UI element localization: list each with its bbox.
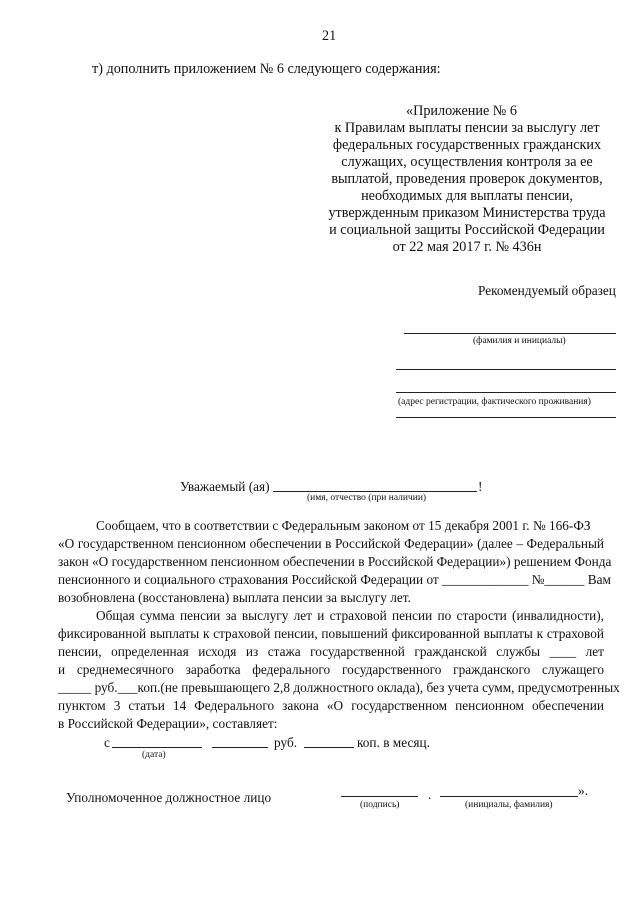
kop-label: коп. в месяц. (357, 735, 430, 750)
date-underline (112, 747, 202, 748)
intro-line: т) дополнить приложением № 6 следующего содержания: (92, 61, 441, 77)
paragraph-2-line-5: _____ руб.___коп.(не превышающего 2,8 должностного оклада), без учета сумм, предусмотренных (58, 680, 620, 695)
appendix-line: необходимых для выплаты пенсии, (361, 188, 573, 204)
address-underline-1 (396, 369, 616, 370)
address-underline-2 (396, 392, 616, 393)
initials-underline (440, 796, 578, 797)
appendix-line: и социальной защиты Российской Федерации (329, 222, 605, 238)
appendix-line: от 22 мая 2017 г. № 436н (392, 239, 542, 255)
appendix-line: «Приложение № 6 (406, 103, 517, 119)
paragraph-2-line-7: в Российской Федерации», составляет: (58, 716, 278, 731)
appendix-line: федеральных государственных гражданских (332, 137, 602, 153)
amount-prefix: с (104, 735, 110, 750)
paragraph-2-line-2: фиксированной выплаты к страховой пенсии, повышений фиксированной выплаты к страховой (58, 626, 604, 641)
paragraph-1-line-5: возобновлена (восстановлена) выплата пенсии за выслугу лет. (58, 590, 411, 605)
paragraph-1-line-4: пенсионного и социального страхования Российской Федерации от _____________ №______ Вам (58, 572, 611, 587)
recommended-sample-label: Рекомендуемый образец (478, 283, 616, 298)
closing-quote: ». (578, 783, 588, 798)
appendix-line: выплатой, проведения проверок документов, (331, 171, 603, 187)
address-caption: (адрес регистрации, фактического проживания) (398, 397, 591, 407)
initials-surname-caption: (инициалы, фамилия) (465, 800, 553, 810)
kop-underline (304, 747, 354, 748)
separator-dot: . (428, 787, 432, 802)
appendix-line: утвержденным приказом Министерства труда (328, 205, 606, 221)
greeting-exclamation: ! (478, 479, 483, 494)
page-number: 21 (322, 28, 337, 44)
appendix-line: к Правилам выплаты пенсии за выслугу лет (334, 120, 600, 136)
name-initials-caption: (фамилия и инициалы) (473, 336, 566, 346)
date-caption: (дата) (142, 750, 166, 760)
rub-underline (212, 747, 268, 748)
paragraph-1-line-1: Сообщаем, что в соответствии с Федеральным законом от 15 декабря 2001 г. № 166-ФЗ (96, 518, 591, 533)
name-underline (404, 333, 616, 334)
appendix-line: служащих, осуществления контроля за ее (341, 154, 593, 170)
paragraph-1-line-2: «О государственном пенсионном обеспечении в Российской Федерации» (далее – Федеральный (58, 536, 604, 551)
signature-underline (341, 796, 418, 797)
paragraph-2-line-4: и среднемесячного заработка федерального государственного гражданского служащего (58, 662, 604, 677)
paragraph-2-line-1: Общая сумма пенсии за выслугу лет и страховой пенсии по старости (инвалидности), (96, 608, 604, 623)
address-underline-3 (396, 417, 616, 418)
greeting-label: Уважаемый (ая) (180, 479, 270, 494)
greeting-name-underline (273, 491, 477, 492)
official-label: Уполномоченное должностное лицо (66, 790, 272, 805)
signature-caption: (подпись) (360, 800, 400, 810)
paragraph-1-line-3: закон «О государственном пенсионном обеспечении в Российской Федерации») решением Фонда (58, 554, 612, 569)
patronymic-caption: (имя, отчество (при наличии) (307, 493, 427, 503)
paragraph-2-line-6: пунктом 3 статьи 14 Федерального закона «О государственном пенсионном обеспечении (58, 698, 604, 713)
rub-label: руб. (274, 735, 298, 750)
paragraph-2-line-3: пенсии, определенная исходя из стажа государственной гражданской службы ____ лет (58, 644, 604, 659)
